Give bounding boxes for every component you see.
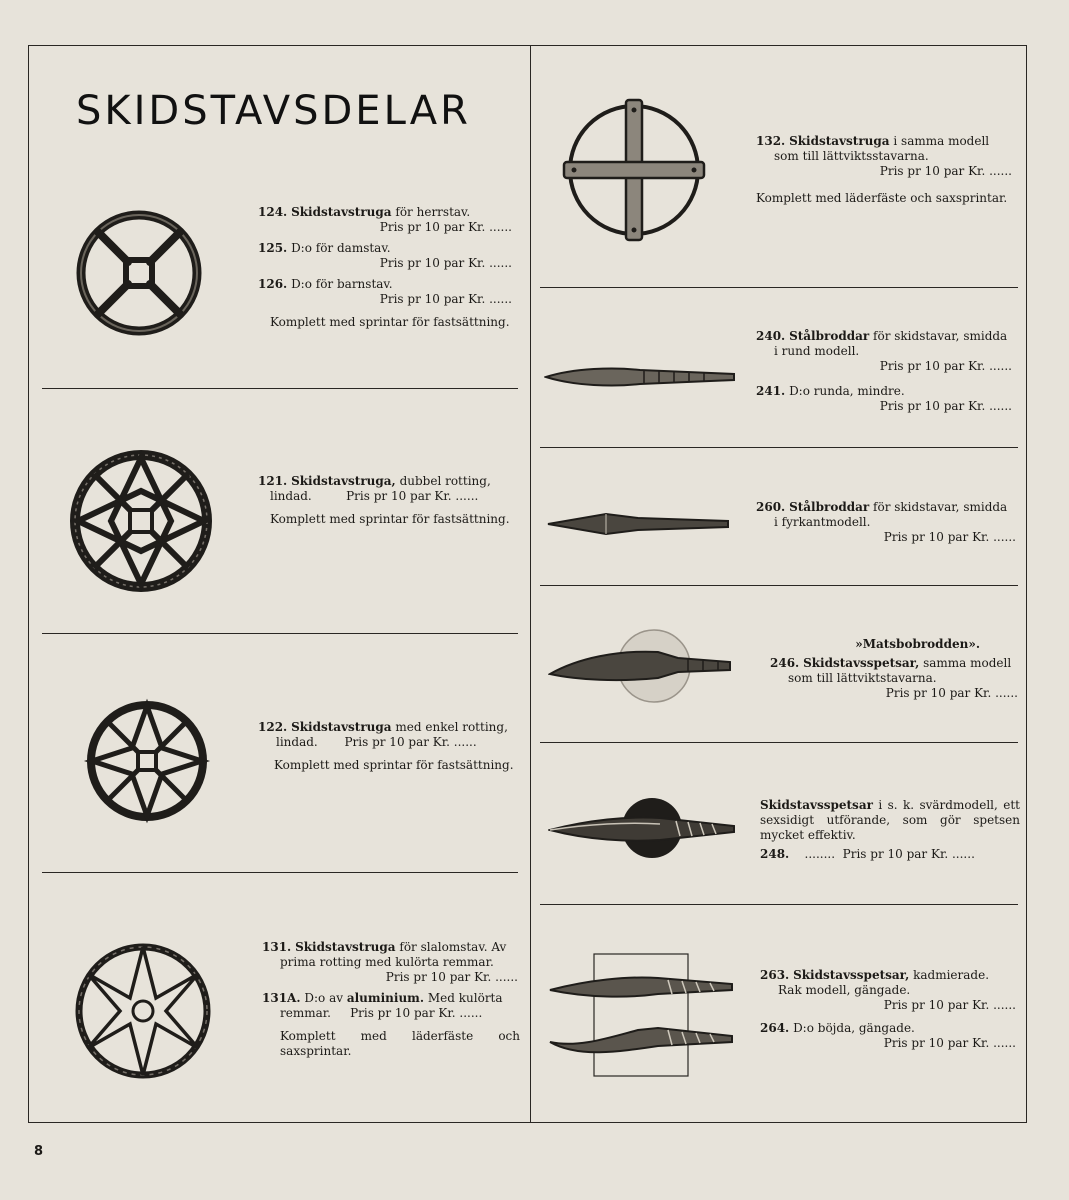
- entry-246: [770, 656, 1020, 701]
- item-price: Pris pr 10 par Kr. ......: [385, 970, 518, 984]
- item-line2: remmar. Pris pr 10 par Kr. ......: [280, 1006, 483, 1020]
- item-desc: för slalomstav. Av: [399, 940, 507, 954]
- separator: [540, 287, 1018, 288]
- item-desc: för skidstavar, smidda: [873, 500, 1008, 514]
- item-number: 264.: [760, 1021, 790, 1035]
- item-line2: som till lättviktstavarna.: [788, 671, 937, 685]
- item-desc: ........: [804, 847, 836, 861]
- item-price: Pris pr 10 par Kr. ......: [883, 998, 1016, 1012]
- ski-pole-tip-cadmium-illustration: [548, 952, 738, 1078]
- item-number: 132.: [756, 134, 786, 148]
- item-note: Komplett med sprintar för fastsättning.: [270, 512, 510, 526]
- separator: [42, 872, 518, 873]
- item-desc: D:o runda, mindre.: [789, 384, 905, 398]
- basket-lightweight-illustration: [560, 96, 708, 244]
- item-desc: samma modell: [923, 656, 1012, 670]
- item-desc: dubbel rotting,: [399, 474, 491, 488]
- item-line2: i rund modell.: [774, 344, 860, 358]
- basket-cross-illustration: [72, 206, 206, 340]
- item-heading: »Matsbobrodden».: [855, 637, 980, 651]
- item-desc: för skidstavar, smidda: [873, 329, 1008, 343]
- item-number: 125.: [258, 241, 288, 255]
- steel-ferrule-square-illustration: [546, 510, 732, 538]
- entry-240: [756, 329, 1014, 374]
- separator: [540, 904, 1018, 905]
- item-line2: lindad. Pris pr 10 par Kr. ......: [276, 735, 477, 749]
- item-price: Pris pr 10 par Kr. ......: [379, 256, 512, 270]
- entry-124: [258, 205, 514, 235]
- item-price: Pris pr 10 par Kr. ......: [379, 292, 512, 306]
- basket-slalom-illustration: [70, 938, 216, 1084]
- entry-264: [760, 1021, 1018, 1051]
- item-122: [258, 720, 518, 773]
- item-price: Pris pr 10 par Kr. ......: [879, 399, 1012, 413]
- item-note: Komplett med läderfäste och saxsprintar.: [756, 191, 1008, 205]
- item-number: 126.: [258, 277, 288, 291]
- basket-single-rattan-illustration: [82, 696, 212, 826]
- item-price: Pris pr 10 par Kr. ......: [350, 1006, 483, 1020]
- item-price: Pris pr 10 par Kr. ......: [883, 530, 1016, 544]
- column-divider: [530, 45, 531, 1123]
- item-price: Pris pr 10 par Kr. ......: [842, 847, 975, 861]
- item-desc: Med kulörta: [427, 991, 503, 1005]
- item-price: Pris pr 10 par Kr. ......: [346, 489, 479, 503]
- item-line2: prima rotting med kulörta remmar.: [280, 955, 494, 969]
- item-240-241: [756, 329, 1014, 420]
- item-name: Skidstavsspetsar,: [793, 968, 910, 982]
- item-name: Skidstavstruga: [291, 720, 392, 734]
- item-desc: med enkel rotting,: [395, 720, 508, 734]
- item-246: [770, 637, 1020, 707]
- entry-263: [760, 968, 1018, 1013]
- item-number: 131A.: [262, 991, 301, 1005]
- item-line2: lindad. Pris pr 10 par Kr. ......: [270, 489, 479, 503]
- steel-ferrule-round-illustration: [544, 362, 740, 392]
- item-number: 131.: [262, 940, 292, 954]
- item-248: [760, 798, 1020, 868]
- item-name: Skidstavstruga: [295, 940, 396, 954]
- item-price: Pris pr 10 par Kr. ......: [883, 1036, 1016, 1050]
- ski-pole-tip-matsbo-illustration: [548, 628, 738, 704]
- item-lead: [760, 798, 1020, 843]
- entry-122: [258, 720, 518, 750]
- item-price: Pris pr 10 par Kr. ......: [879, 164, 1012, 178]
- item-material: aluminium.: [346, 991, 425, 1005]
- item-note: Komplett med sprintar för fastsättning.: [274, 758, 514, 772]
- item-number: 246.: [770, 656, 800, 670]
- item-number: 263.: [760, 968, 790, 982]
- item-desc: D:o av: [304, 991, 344, 1005]
- item-price: Pris pr 10 par Kr. ......: [379, 220, 512, 234]
- item-131: [262, 940, 520, 1059]
- item-number: 121.: [258, 474, 288, 488]
- item-124-126: [258, 205, 514, 330]
- item-name: Skidstavstruga: [789, 134, 890, 148]
- item-number: 122.: [258, 720, 288, 734]
- basket-double-rattan-illustration: [66, 446, 216, 596]
- item-name: Stålbroddar: [789, 500, 870, 514]
- item-number: 260.: [756, 500, 786, 514]
- item-line2: Rak modell, gängade.: [778, 983, 911, 997]
- item-desc: D:o för damstav.: [291, 241, 391, 255]
- item-number: 241.: [756, 384, 786, 398]
- separator: [42, 388, 518, 389]
- item-desc: D:o böjda, gängade.: [793, 1021, 915, 1035]
- item-desc: i s. k. svärdmodell, ett sexsidigt utförande, som gör spetsen mycket effektiv.: [760, 798, 1020, 842]
- item-line2: som till lättviktsstavarna.: [774, 149, 929, 163]
- item-price: Pris pr 10 par Kr. ......: [344, 735, 477, 749]
- entry-125: [258, 241, 514, 271]
- item-desc: för herrstav.: [395, 205, 471, 219]
- entry-131a: [262, 991, 520, 1021]
- item-name: Skidstavsspetsar: [760, 798, 873, 812]
- item-number: 124.: [258, 205, 288, 219]
- item-number: 248.: [760, 847, 790, 861]
- item-260: [756, 500, 1018, 551]
- entry-241: [756, 384, 1014, 414]
- item-price: Pris pr 10 par Kr. ......: [879, 359, 1012, 373]
- item-name: Skidstavstruga: [291, 205, 392, 219]
- separator: [540, 585, 1018, 586]
- item-121: [258, 474, 518, 527]
- separator: [42, 633, 518, 634]
- entry-260: [756, 500, 1018, 545]
- ski-pole-tip-sword-illustration: [548, 796, 740, 860]
- item-263-264: [760, 968, 1018, 1057]
- entry-132: [756, 134, 1014, 179]
- item-note: Komplett med sprintar för fastsättning.: [270, 315, 510, 329]
- page-number: 8: [34, 1144, 44, 1159]
- separator: [540, 742, 1018, 743]
- entry-248: [760, 847, 1020, 862]
- item-line2: i fyrkantmodell.: [774, 515, 871, 529]
- item-desc: D:o för barnstav.: [291, 277, 393, 291]
- item-name: Skidstavsspetsar,: [803, 656, 920, 670]
- item-name: Stålbroddar: [789, 329, 870, 343]
- entry-126: [258, 277, 514, 307]
- item-132: [756, 134, 1014, 206]
- item-note: Komplett med läderfäste och saxsprintar.: [280, 1029, 520, 1058]
- item-desc: kadmierade.: [913, 968, 990, 982]
- item-number: 240.: [756, 329, 786, 343]
- item-name: Skidstavstruga,: [291, 474, 396, 488]
- item-desc: i samma modell: [893, 134, 990, 148]
- separator: [540, 447, 1018, 448]
- entry-121: [258, 474, 518, 504]
- item-price: Pris pr 10 par Kr. ......: [885, 686, 1018, 700]
- page-title: SKIDSTAVSDELAR: [76, 88, 471, 134]
- entry-131: [262, 940, 520, 985]
